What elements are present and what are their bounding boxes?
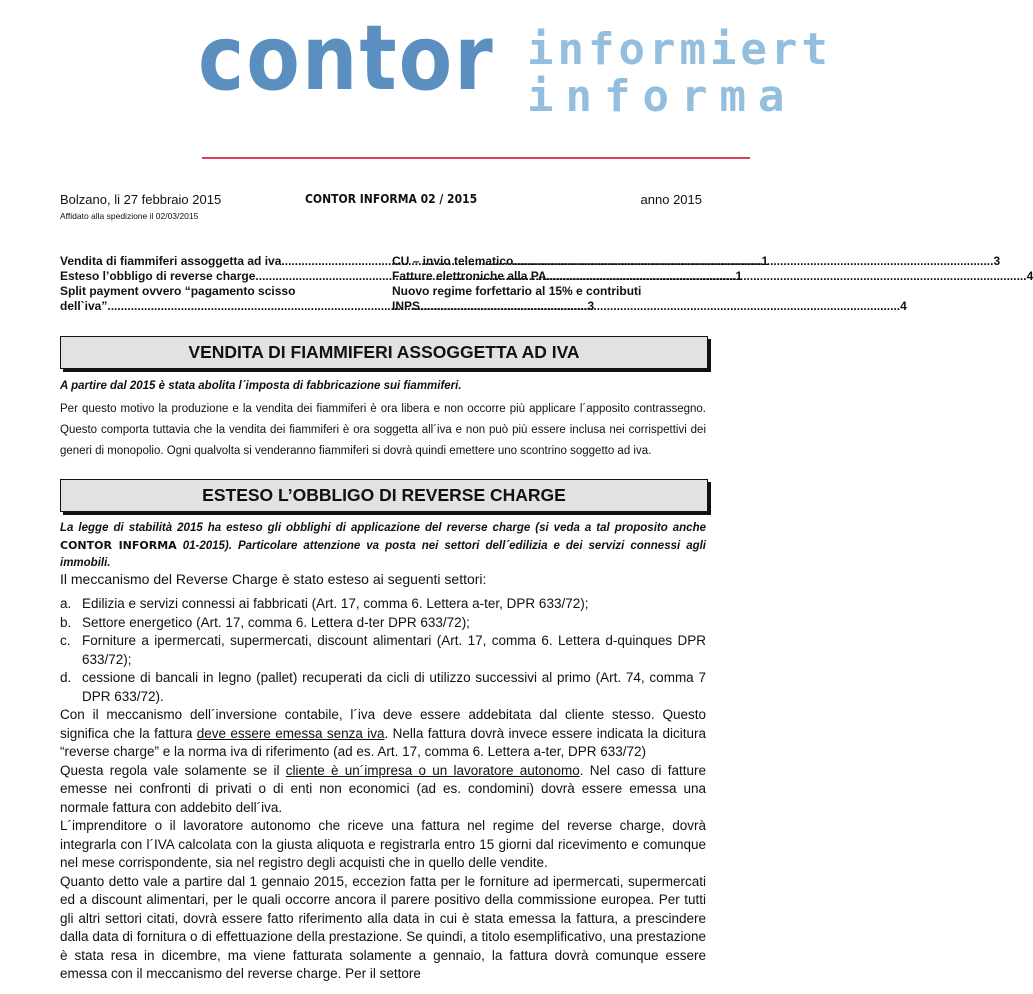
toc-entry-title: Esteso l’obbligo di reverse charge: [60, 269, 256, 283]
toc-entry-page: 4: [900, 299, 907, 313]
contor-logo: contor: [198, 7, 495, 111]
header-divider: [202, 157, 750, 159]
section-lead: La legge di stabilità 2015 ha esteso gli obblighi di applicazione del reverse charge (si veda a tal proposito anche CONTOR INFORMA 01-2015). Particolare attenzione va posta nei settori dell´edilizia e dei servizi connessi agli immobili.: [60, 522, 707, 569]
toc-entry[interactable]: [392, 284, 704, 299]
toc-entry[interactable]: [392, 269, 1033, 284]
toc-entry-page: 1: [735, 269, 743, 283]
paragraph: Con il meccanismo dell´inversione contabile, l´iva deve essere addebitata dal cliente stesso. Questo significa che la fattura deve essere emessa senza iva. Nella fattura dovrà invece essere indicata la dicitura “reverse charge” e la norma iva di riferimento (ad es. Art. 17, comma 6. Lettera a-ter, DPR 633/72): [60, 707, 706, 759]
section-main-text: [60, 595, 706, 984]
shipping-note: Affidato alla spedizione il 02/03/2015: [60, 211, 199, 221]
toc-entry-title: Nuovo regime forfettario al 15% e contributi: [392, 284, 642, 298]
paragraph: L´imprenditore o il lavoratore autonomo che riceve una fattura nel regime del reverse charge, dovrà integrarla con l´IVA calcolata con la giusta aliquota e registrarla entro 15 giorni dal ricevimento e comunque nel mese corrispondente, sia nel registro degli acquisti che in quello delle vendite.: [60, 818, 706, 870]
toc-entry-page: 4: [1026, 269, 1033, 283]
toc-entry-title: Vendita di fiammiferi assoggetta ad iva: [60, 254, 282, 268]
logo-subtitle-it: informa: [527, 71, 797, 122]
toc-entry[interactable]: [60, 284, 360, 299]
paragraph: Questa regola vale solamente se il cliente è un´impresa o un lavoratore autonomo. Nel caso di fatture emesse nei confronti di privati o di enti non economici (ad es. condomini) dovrà essere emessa una normale fattura con addebito dell´iva.: [60, 762, 706, 815]
issue-title: CONTOR INFORMA 02 / 2015: [305, 192, 478, 206]
toc-entry-title: CU – invio telematico: [392, 254, 514, 268]
toc-entry-title: Split payment ovvero “pagamento scisso: [60, 284, 296, 298]
brand-mention: CONTOR INFORMA: [60, 539, 177, 552]
toc-entry-page: 3: [993, 254, 1001, 268]
list-item: a. Edilizia e servizi connessi ai fabbricati (Art. 17, comma 6. Lettera a-ter, DPR 633/72);: [60, 596, 589, 611]
place-date: Bolzano, li 27 febbraio 2015: [60, 192, 222, 207]
section-intro: Il meccanismo del Reverse Charge è stato esteso ai seguenti settori:: [60, 571, 487, 587]
toc-right-column: [392, 254, 1033, 314]
issue-year: anno 2015: [640, 192, 702, 207]
paragraph: Quanto detto vale a partire dal 1 gennaio 2015, eccezion fatta per le forniture ad ipermercati, supermercati ed a discount alimentari, per le quali occorre ancora il parere positivo della commissione europea. Per tutti gli altri settori citati, dovrà essere fatto riferimento alla data in cui è stata emessa la fattura, a prescindere dalla data di fornitura o di effettuazione della prestazione. Se quindi, a titolo esemplificativo, una prestazione è stata resa in dicembre, ma viene fatturata solamente a gennaio, la fattura dovrà comunque essere emessa con il meccanismo del reverse charge. Per il settore: [60, 873, 706, 981]
list-item: d. cessione di bancali in legno (pallet) recuperati da cicli di utilizzo successivi al primo (Art. 74, comma 7 DPR 633/72).: [60, 670, 706, 704]
toc-entry-page: 1: [761, 254, 769, 268]
toc-entry[interactable]: [392, 254, 1001, 269]
toc-entry-title: INPS: [392, 299, 421, 313]
toc-entry[interactable]: [392, 299, 907, 314]
sector-list: [60, 595, 706, 706]
section-lead: A partire dal 2015 è stata abolita l´imposta di fabbricazione sui fiammiferi.: [60, 380, 462, 392]
list-item: b. Settore energetico (Art. 17, comma 6. Lettera d-ter DPR 633/72);: [60, 614, 470, 630]
list-item: c. Forniture a ipermercati, supermercati, discount alimentari (Art. 17, comma 6. Lettera d-quinques DPR 633/72);: [60, 633, 706, 667]
toc-entry-page: 3: [587, 299, 595, 313]
section-title-reverse-charge: ESTESO L’OBBLIGO DI REVERSE CHARGE: [60, 479, 708, 512]
logo-subtitle-de: informiert: [527, 24, 832, 75]
toc-entry-title: Fatture elettroniche alla PA: [392, 269, 547, 283]
toc-entry-title: dell`iva”: [60, 299, 108, 313]
section-title-fiammiferi: VENDITA DI FIAMMIFERI ASSOGGETTA AD IVA: [60, 336, 708, 369]
section-body: Per questo motivo la produzione e la vendita dei fiammiferi è ora libera e non occorre più applicare l´apposito contrassegno. Questo comporta tuttavia che la vendita dei fiammiferi è ora soggetta all´iva e non può più essere inclusa nei corrispettivi dei generi di monopolio. Ogni qualvolta si venderanno fiammiferi si dovrà quindi emettere uno scontrino soggetto ad iva.: [60, 403, 706, 457]
